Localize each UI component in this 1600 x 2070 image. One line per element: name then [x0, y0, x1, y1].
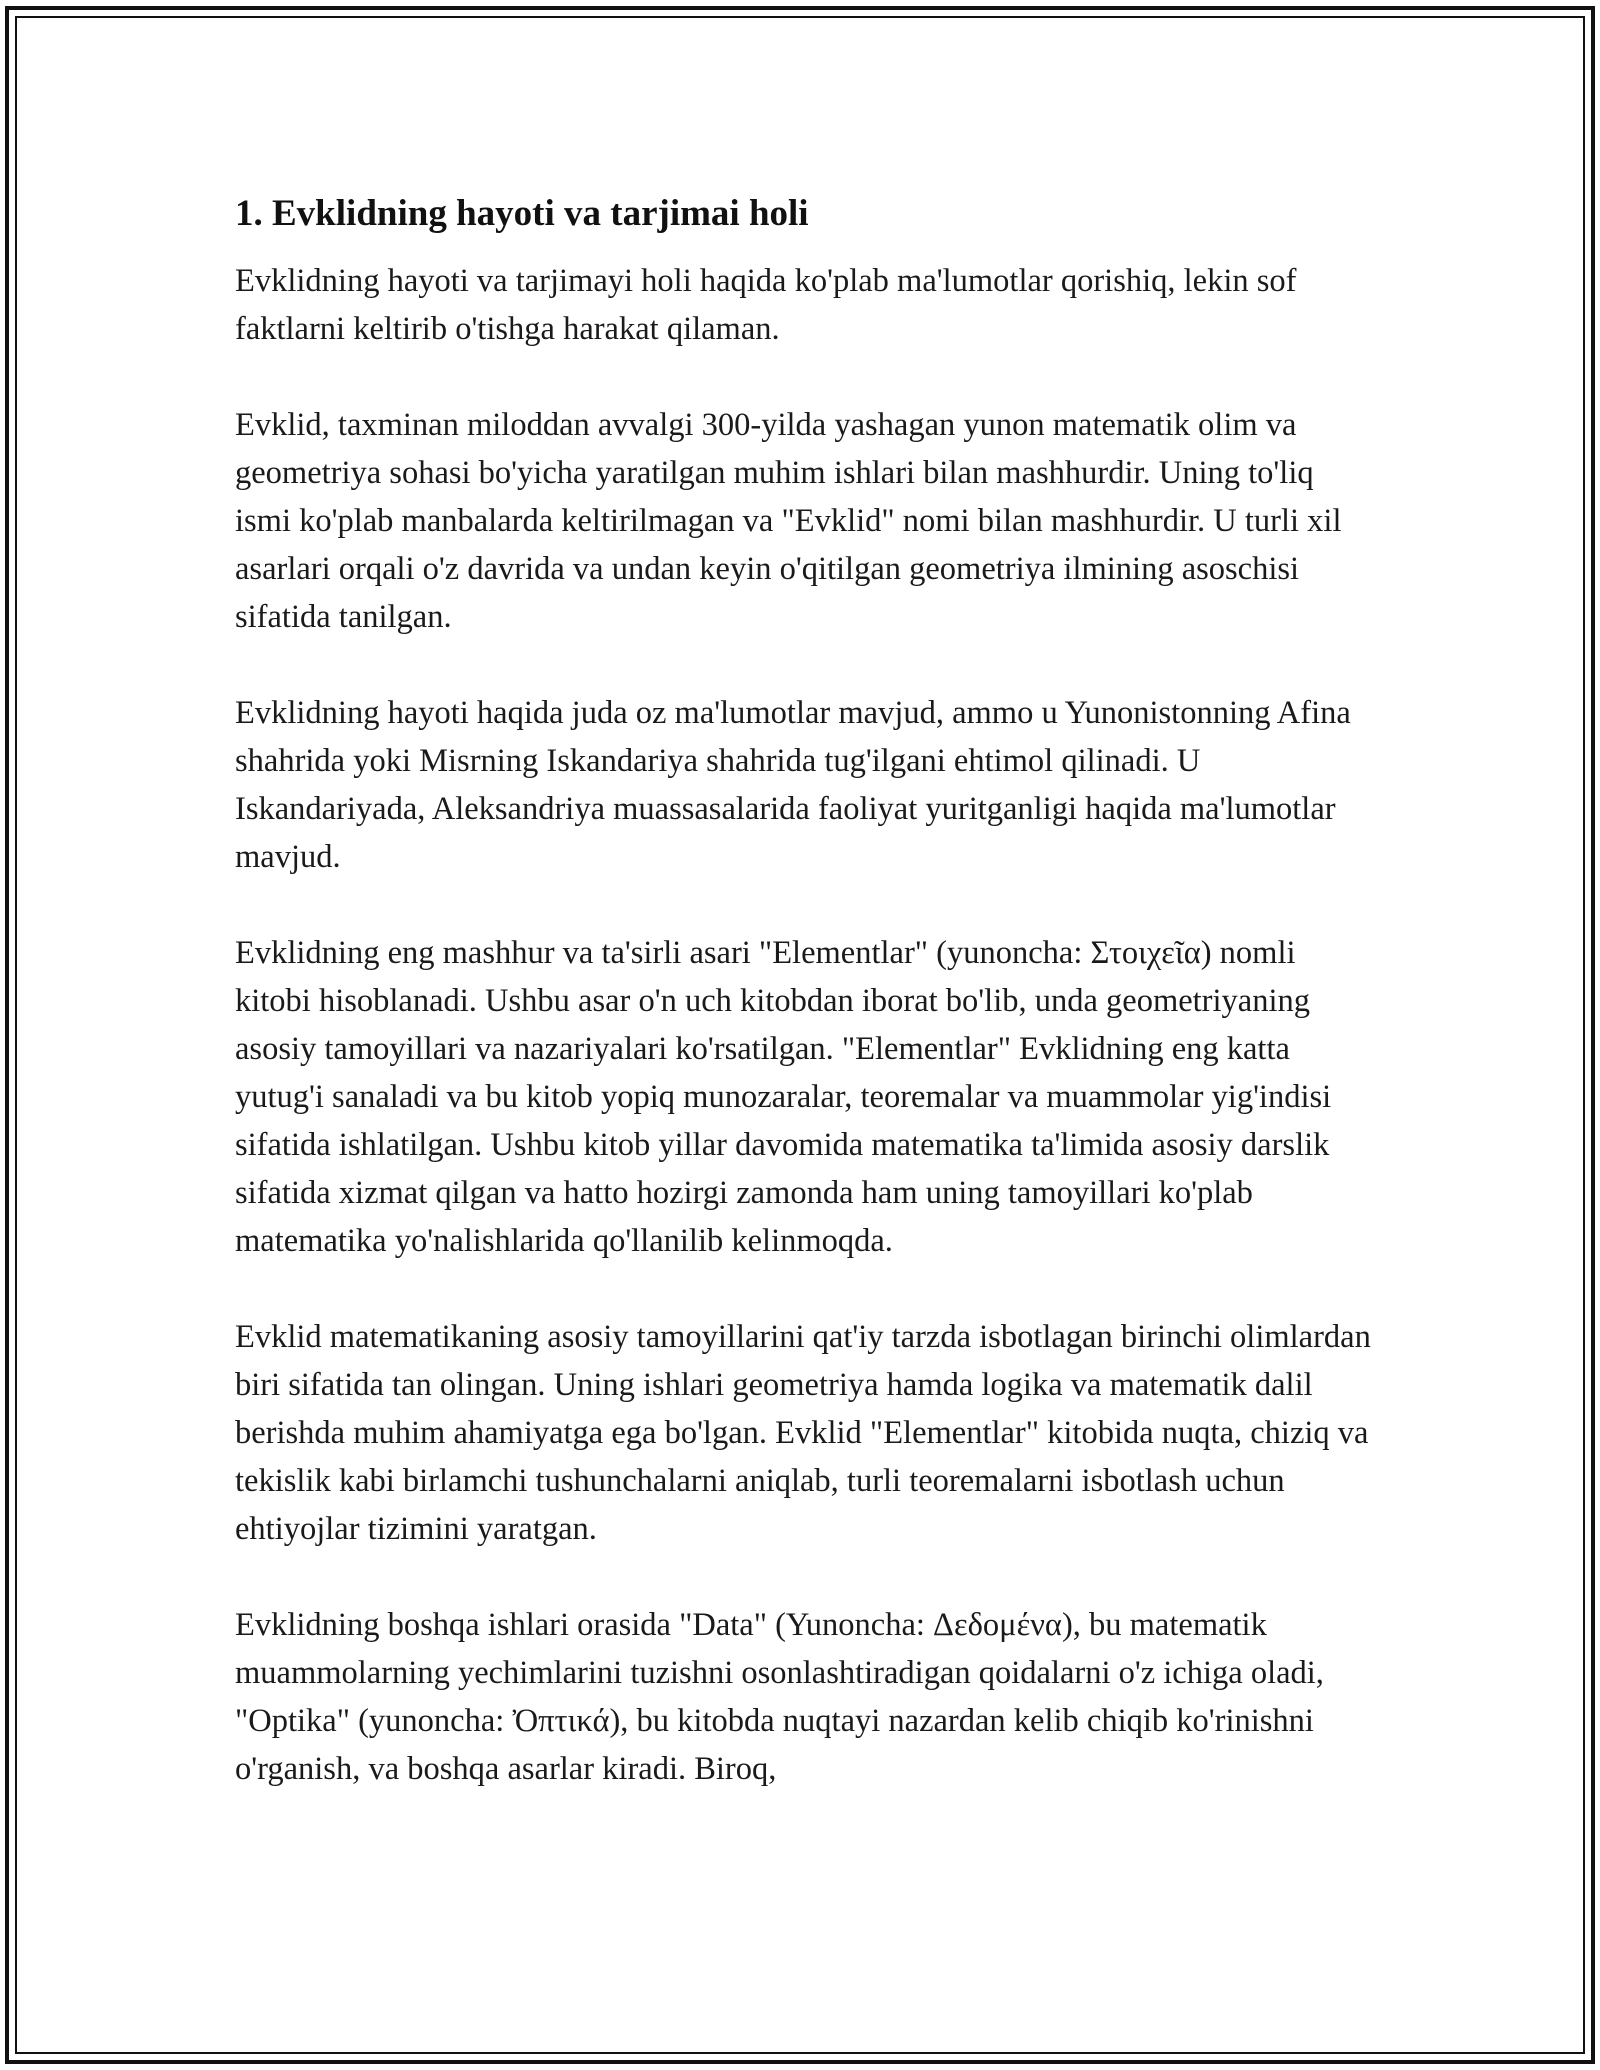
paragraph-5: Evklid matematikaning asosiy tamoyillarini qat'iy tarzda isbotlagan birinchi olimlardan biri sifatida tan olingan. Uning ishlari geometriya hamda logika va matematik dalil berishda muhim ahamiyatga ega bo'lgan. Evklid "Elementlar" kitobida nuqta, chiziq va tekislik kabi birlamchi tushunchalarni aniqlab, turli teoremalarni isbotlash uchun ehtiyojlar tizimini yaratgan. [235, 1319, 1371, 1547]
document-body [235, 190, 1375, 1793]
paragraph-4: Evklidning eng mashhur va ta'sirli asari "Elementlar" (yunoncha: Στοιχεῖα) nomli kitobi hisoblanadi. Ushbu asar o'n uch kitobdan iborat bo'lib, unda geometriyaning asosiy tamoyillari va nazariyalari ko'rsatilgan. "Elementlar" Evklidning eng katta yutug'i sanaladi va bu kitob yopiq munozaralar, teoremalar va muammolar yig'indisi sifatida ishlatilgan. Ushbu kitob yillar davomida matematika ta'limida asosiy darslik sifatida xizmat qilgan va hatto hozirgi zamonda ham uning tamoyillari ko'plab matematika yo'nalishlarida qo'llanilib kelinmoqda. [235, 935, 1332, 1259]
paragraph-3: Evklidning hayoti haqida juda oz ma'lumotlar mavjud, ammo u Yunonistonning Afina shahrida yoki Misrning Iskandariya shahrida tug'ilgani ehtimol qilinadi. U Iskandariyada, Aleksandriya muassasalarida faoliyat yuritganligi haqida ma'lumotlar mavjud. [235, 695, 1351, 875]
paragraph-2: Evklid, taxminan miloddan avvalgi 300-yilda yashagan yunon matematik olim va geometriya sohasi bo'yicha yaratilgan muhim ishlari bilan mashhurdir. Uning to'liq ismi ko'plab manbalarda keltirilmagan va "Evklid" nomi bilan mashhurdir. U turli xil asarlari orqali o'z davrida va undan keyin o'qitilgan geometriya ilmining asoschisi sifatida tanilgan. [235, 407, 1342, 635]
section-heading: 1. Evklidning hayoti va tarjimai holi [235, 193, 809, 234]
paragraph-1: Evklidning hayoti va tarjimayi holi haqida ko'plab ma'lumotlar qorishiq, lekin sof faktlarni keltirib o'tishga harakat qilaman. [235, 263, 1297, 347]
paragraph-6: Evklidning boshqa ishlari orasida "Data" (Yunoncha: Δεδομένα), bu matematik muammolarning yechimlarini tuzishni osonlashtiradigan qoidalarni o'z ichiga oladi, "Optika" (yunoncha: Ὀπτικά), bu kitobda nuqtayi nazardan kelib chiqib ko'rinishni o'rganish, va boshqa asarlar kiradi. Biroq, [235, 1607, 1324, 1787]
